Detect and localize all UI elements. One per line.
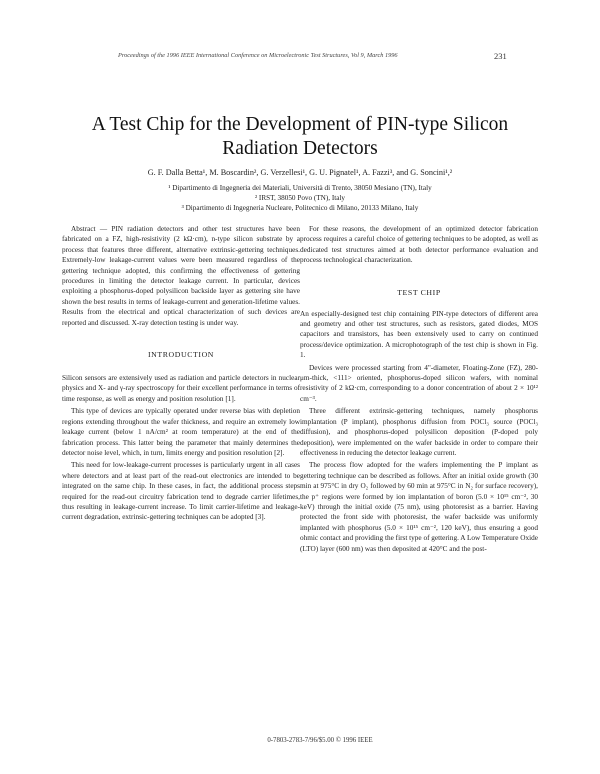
right-column: [300, 224, 538, 554]
running-head: Proceedings of the 1996 IEEE International Conference on Microelectronic Test Structures, Vol 9, March 1996: [118, 52, 398, 59]
intro-paragraph-3: This need for low-leakage-current processes is particularly urgent in all cases where detectors and at least part of the read-out electronics are intended to be integrated on the same chip. In these cases, in fact, the additional process steps required for the read-out circuitry fabrication tend to degrade carrier lifetimes, thus resulting in leakage-current increase. To limit carrier-lifetime and leakage-current degradation, extrinsic-gettering techniques can be adopted [3].: [62, 461, 300, 522]
test-chip-paragraph-1: An especially-designed test chip containing PIN-type detectors of different area and geometry and other test structures, such as resistors, gated diodes, MOS capacitors and transistors, has been extensively used to carry on continued process/device optimization. A microphotograph of the test chip is shown in Fig. 1.: [300, 309, 538, 360]
copyright-footer: 0-7803-2783-7/96/$5.00 © 1996 IEEE: [267, 737, 373, 744]
title-line-2: Radiation Detectors: [222, 138, 378, 159]
paper-title: [40, 113, 560, 161]
abstract: Abstract — PIN radiation detectors and other test structures have been fabricated on a FZ, high-resistivity (2 kΩ·cm), n-type silicon substrate by a process that features three different, alternative extrinsic-gettering techniques. Extremely-low leakage-current values were been measured regardless of the gettering technique adopted, this confirming the effectiveness of gettering procedures in limiting the detector leakage current. In particular, devices exploiting a phosphorus-doped polysilicon backside layer as gettering site have shown the best results in terms of leakage-current and generation-lifetime values. Results from the electrical and optical characterization of such devices are reported and discussed. X-ray detection testing is under way.: [62, 225, 300, 327]
title-line-1: A Test Chip for the Development of PIN-type Silicon: [91, 114, 509, 135]
affiliation-1: ¹ Dipartimento di Ingegneria dei Materiali, Università di Trento, 38050 Mesiano (TN), Italy: [168, 184, 432, 192]
intro-paragraph-2: This type of devices are typically operated under reverse bias with depletion regions extending throughout the wafer thickness, and require an extremely low leakage current (below 1 nA/cm² at room temperature) at the end of the fabrication process. This latter being the parameter that mainly determines the detector noise level, which, in turn, limits energy and position resolution [2].: [62, 407, 300, 457]
test-chip-paragraph-3: Three different extrinsic-gettering techniques, namely phosphorus implantation (P implant), phosphorus diffusion from POCl₃ source (POCl₃ diffusion), and phosphorus-doped polysilicon deposition (P-doped poly deposition), were implemented on the wafer backside in order to compare their effectiveness in reducing the detector leakage current.: [300, 407, 538, 457]
introduction-heading: INTRODUCTION: [147, 350, 215, 360]
intro-paragraph-1: Silicon sensors are extensively used as radiation and particle detectors in nuclear physics and X- and γ-ray spectroscopy for their excellent performance in terms of time response, as well as energy and position resolution [1].: [62, 374, 300, 403]
left-column: [62, 224, 300, 523]
test-chip-paragraph-2: Devices were processed starting from 4"-diameter, Floating-Zone (FZ), 280-μm-thick, <111> oriented, phosphorus-doped silicon wafers, with nominal resistivity of 2 kΩ·cm, corresponding to a donor concentration of about 2 × 10¹² cm⁻³.: [300, 363, 538, 403]
page-number: 231: [494, 51, 507, 61]
authors: G. F. Dalla Betta¹, M. Boscardin², G. Verzellesi¹, G. U. Pignatel¹, A. Fazzi³, and G. Soncini¹,²: [147, 168, 453, 177]
test-chip-heading: TEST CHIP: [397, 287, 441, 297]
test-chip-paragraph-4: The process flow adopted for the wafers implementing the P implant as gettering technique can be described as follows. After an initial oxide growth (30 min at 975°C in dry O₂ followed by 60 min at 975°C in N₂ for surface recovery), the p⁺ regions were formed by ion implantation of boron (5.0 × 10¹⁵ cm⁻², 30 keV) through the initial oxide (75 nm), using photoresist as a barrier. Having protected the front side with photoresist, the wafer backside was uniformly implanted with phosphorus (5.0 × 10¹⁵ cm⁻², 120 keV), thus ensuring a good ohmic contact and providing the first type of gettering. A Low Temperature Oxide (LTO) layer (600 nm) was then deposited at 420°C and the post-: [300, 461, 538, 553]
affiliation-3: ³ Dipartimento di Ingegneria Nucleare, Politecnico di Milano, 20133 Milano, Italy: [181, 204, 419, 212]
affiliation-2: ² IRST, 38050 Povo (TN), Italy: [254, 194, 346, 202]
intro-continued-paragraph: For these reasons, the development of an optimized detector fabrication process requires a careful choice of gettering techniques to be adopted, as well as dedicated test structures aimed at both detector performance evaluation and process technological characterization.: [300, 225, 538, 265]
